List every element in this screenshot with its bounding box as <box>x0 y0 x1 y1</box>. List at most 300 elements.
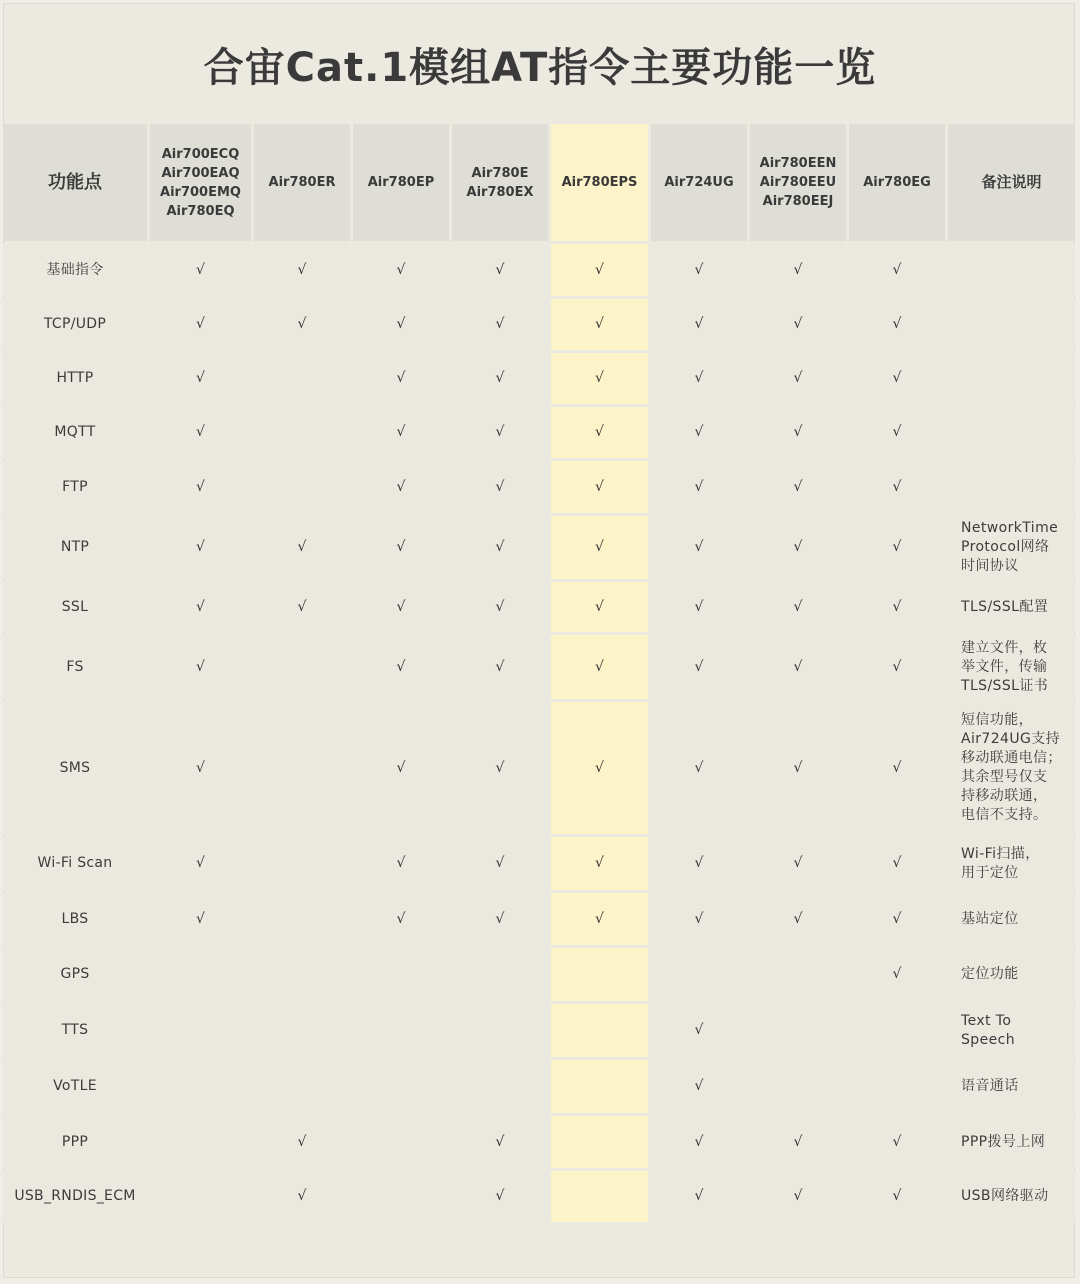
check-mark: √ <box>892 539 902 555</box>
header-model-3 <box>452 124 548 241</box>
check-mark: √ <box>196 855 205 871</box>
support-cell <box>150 1004 251 1057</box>
support-cell <box>353 353 449 404</box>
check-mark: √ <box>793 478 803 495</box>
support-cell <box>849 948 945 1001</box>
check-mark: √ <box>694 539 704 555</box>
feature-label: SSL <box>3 582 147 632</box>
note-line: 电信不支持。 <box>961 807 1048 823</box>
support-cell <box>750 1060 846 1113</box>
support-cell <box>849 244 945 296</box>
feature-label: 基础指令 <box>3 244 147 296</box>
support-cell <box>254 582 350 632</box>
note-cell <box>948 516 1075 579</box>
check-mark: √ <box>595 316 604 332</box>
check-mark: √ <box>892 478 902 495</box>
check-mark: √ <box>495 910 505 927</box>
note-cell <box>948 244 1075 296</box>
check-mark: √ <box>396 658 406 675</box>
support-cell <box>150 1171 251 1222</box>
support-cell <box>452 461 548 513</box>
support-cell <box>452 635 548 699</box>
support-cell <box>750 461 846 513</box>
check-mark: √ <box>396 478 406 495</box>
support-cell <box>551 461 648 513</box>
note-cell <box>948 837 1075 890</box>
model-name: Air700EAQ <box>161 165 240 181</box>
support-cell <box>849 702 945 834</box>
check-mark: √ <box>396 539 406 555</box>
support-cell <box>150 582 251 632</box>
model-name: Air724UG <box>664 175 734 190</box>
check-mark: √ <box>892 910 902 927</box>
support-cell <box>651 582 747 632</box>
support-cell <box>750 582 846 632</box>
check-mark: √ <box>297 1133 307 1150</box>
check-mark: √ <box>694 1133 704 1150</box>
check-mark: √ <box>694 759 704 776</box>
check-mark: √ <box>595 539 604 555</box>
note-line: Air724UG支持 <box>961 731 1061 747</box>
check-mark: √ <box>793 539 803 555</box>
support-cell <box>551 582 648 632</box>
check-mark: √ <box>396 370 406 386</box>
note-line: 短信功能， <box>961 712 1033 728</box>
support-cell <box>651 1171 747 1222</box>
support-cell <box>150 635 251 699</box>
check-mark: √ <box>495 1133 505 1150</box>
check-mark: √ <box>196 759 205 776</box>
support-cell <box>551 948 648 1001</box>
support-cell <box>551 1060 648 1113</box>
feature-label: TCP/UDP <box>3 299 147 350</box>
check-mark: √ <box>793 261 803 278</box>
support-cell <box>353 582 449 632</box>
feature-label: NTP <box>3 516 147 579</box>
support-cell <box>651 407 747 458</box>
feature-label: LBS <box>3 893 147 945</box>
support-cell <box>254 635 350 699</box>
support-cell <box>551 1004 648 1057</box>
support-cell <box>452 1116 548 1168</box>
check-mark: √ <box>196 424 205 440</box>
support-cell <box>353 407 449 458</box>
support-cell <box>849 461 945 513</box>
support-cell <box>651 702 747 834</box>
support-cell <box>750 407 846 458</box>
support-cell <box>254 407 350 458</box>
feature-label: SMS <box>3 702 147 834</box>
note-cell <box>948 635 1075 699</box>
support-cell <box>651 299 747 350</box>
feature-label: TTS <box>3 1004 147 1057</box>
model-name: Air780ER <box>268 175 336 190</box>
support-cell <box>452 244 548 296</box>
support-cell <box>150 1060 251 1113</box>
check-mark: √ <box>196 658 205 675</box>
support-cell <box>353 635 449 699</box>
support-cell <box>353 702 449 834</box>
support-cell <box>750 1116 846 1168</box>
support-cell <box>551 299 648 350</box>
header-feature-label: 功能点 <box>48 172 102 193</box>
support-cell <box>551 1171 648 1222</box>
support-cell <box>849 407 945 458</box>
support-cell <box>254 353 350 404</box>
note-cell <box>948 299 1075 350</box>
feature-label: PPP <box>3 1116 147 1168</box>
support-cell <box>452 407 548 458</box>
note-cell <box>948 461 1075 513</box>
check-mark: √ <box>495 370 505 386</box>
check-mark: √ <box>495 539 505 555</box>
support-cell <box>849 893 945 945</box>
support-cell <box>254 837 350 890</box>
note-line: Protocol网络 <box>961 539 1050 555</box>
check-mark: √ <box>694 261 704 278</box>
check-mark: √ <box>595 658 604 675</box>
note-line: Wi-Fi扫描， <box>961 845 1040 862</box>
support-cell <box>353 461 449 513</box>
feature-label: HTTP <box>3 353 147 404</box>
support-cell <box>452 1060 548 1113</box>
support-cell <box>551 407 648 458</box>
support-cell <box>651 893 747 945</box>
support-cell <box>750 516 846 579</box>
support-cell <box>150 837 251 890</box>
model-name: Air700ECQ <box>161 146 240 162</box>
support-cell <box>254 1116 350 1168</box>
support-cell <box>452 948 548 1001</box>
check-mark: √ <box>892 966 902 982</box>
note-line: NetworkTime <box>961 520 1059 536</box>
check-mark: √ <box>892 316 902 332</box>
support-cell <box>551 353 648 404</box>
check-mark: √ <box>595 478 604 495</box>
support-cell <box>254 244 350 296</box>
note-line: 建立文件，枚 <box>961 639 1048 656</box>
support-cell <box>150 702 251 834</box>
support-cell <box>750 635 846 699</box>
support-cell <box>651 461 747 513</box>
check-mark: √ <box>297 1188 307 1204</box>
check-mark: √ <box>297 598 307 615</box>
support-cell <box>750 244 846 296</box>
header-note-label: 备注说明 <box>981 173 1042 191</box>
support-cell <box>750 1004 846 1057</box>
check-mark: √ <box>694 478 704 495</box>
note-cell <box>948 1060 1075 1113</box>
support-cell <box>254 516 350 579</box>
support-cell <box>254 893 350 945</box>
check-mark: √ <box>793 598 803 615</box>
check-mark: √ <box>495 855 505 871</box>
header-model-6 <box>750 124 846 241</box>
check-mark: √ <box>892 424 902 440</box>
note-line: Text To <box>961 1012 1012 1029</box>
note-cell <box>948 893 1075 945</box>
check-mark: √ <box>892 261 902 278</box>
check-mark: √ <box>396 855 406 871</box>
check-mark: √ <box>495 261 505 278</box>
support-cell <box>150 244 251 296</box>
support-cell <box>651 635 747 699</box>
support-cell <box>150 353 251 404</box>
model-name: Air780EEJ <box>762 194 834 209</box>
support-cell <box>353 1060 449 1113</box>
support-cell <box>353 837 449 890</box>
support-cell <box>849 516 945 579</box>
support-cell <box>849 635 945 699</box>
model-name: Air780EEU <box>759 175 837 190</box>
header-model-2 <box>353 124 449 241</box>
check-mark: √ <box>892 598 902 615</box>
model-name: Air780EEN <box>759 156 837 171</box>
check-mark: √ <box>793 759 803 776</box>
support-cell <box>849 1004 945 1057</box>
check-mark: √ <box>793 424 803 440</box>
page-title: 合宙Cat.1模组AT指令主要功能一览 <box>203 45 877 91</box>
check-mark: √ <box>196 598 205 615</box>
check-mark: √ <box>694 1078 704 1094</box>
check-mark: √ <box>595 424 604 440</box>
support-cell <box>353 244 449 296</box>
check-mark: √ <box>793 910 803 927</box>
feature-label: FS <box>3 635 147 699</box>
note-cell <box>948 1171 1075 1222</box>
check-mark: √ <box>595 598 604 615</box>
note-line: 基站定位 <box>961 910 1019 927</box>
note-cell <box>948 353 1075 404</box>
check-mark: √ <box>196 261 205 278</box>
check-mark: √ <box>396 424 406 440</box>
support-cell <box>254 1004 350 1057</box>
header-feature <box>3 124 147 241</box>
support-cell <box>651 837 747 890</box>
support-cell <box>452 837 548 890</box>
support-cell <box>452 353 548 404</box>
note-line: 移动联通电信； <box>961 750 1062 766</box>
check-mark: √ <box>396 759 406 776</box>
note-line: PPP拨号上网 <box>961 1133 1046 1150</box>
note-line: 其余型号仅支 <box>961 769 1048 785</box>
support-cell <box>551 837 648 890</box>
support-cell <box>254 948 350 1001</box>
check-mark: √ <box>694 316 704 332</box>
support-cell <box>849 299 945 350</box>
support-cell <box>452 893 548 945</box>
check-mark: √ <box>694 370 704 386</box>
support-cell <box>452 702 548 834</box>
feature-label: USB_RNDIS_ECM <box>3 1171 147 1222</box>
note-line: 语音通话 <box>961 1078 1019 1094</box>
header-model-0 <box>150 124 251 241</box>
support-cell <box>353 1116 449 1168</box>
support-cell <box>849 1060 945 1113</box>
check-mark: √ <box>495 1188 505 1204</box>
feature-label: VoTLE <box>3 1060 147 1113</box>
model-name: Air780EQ <box>166 203 235 219</box>
check-mark: √ <box>793 658 803 675</box>
check-mark: √ <box>396 910 406 927</box>
check-mark: √ <box>694 855 704 871</box>
check-mark: √ <box>595 855 604 871</box>
check-mark: √ <box>297 261 307 278</box>
check-mark: √ <box>694 910 704 927</box>
support-cell <box>849 582 945 632</box>
support-cell <box>551 244 648 296</box>
support-cell <box>750 1171 846 1222</box>
check-mark: √ <box>793 370 803 386</box>
check-mark: √ <box>793 1188 803 1204</box>
check-mark: √ <box>396 261 406 278</box>
check-mark: √ <box>694 598 704 615</box>
check-mark: √ <box>892 658 902 675</box>
model-name: Air780EPS <box>561 175 638 190</box>
check-mark: √ <box>892 1188 902 1204</box>
check-mark: √ <box>694 424 704 440</box>
support-cell <box>254 702 350 834</box>
check-mark: √ <box>793 1133 803 1150</box>
check-mark: √ <box>495 658 505 675</box>
check-mark: √ <box>694 1022 704 1038</box>
support-cell <box>353 1171 449 1222</box>
check-mark: √ <box>892 1133 902 1150</box>
note-cell <box>948 407 1075 458</box>
note-cell <box>948 582 1075 632</box>
note-cell <box>948 948 1075 1001</box>
check-mark: √ <box>495 598 505 615</box>
support-cell <box>150 461 251 513</box>
note-line: 持移动联通， <box>961 788 1048 804</box>
support-cell <box>551 635 648 699</box>
check-mark: √ <box>793 316 803 332</box>
support-cell <box>551 893 648 945</box>
support-cell <box>651 1116 747 1168</box>
check-mark: √ <box>495 759 505 776</box>
support-cell <box>651 1004 747 1057</box>
check-mark: √ <box>297 539 307 555</box>
check-mark: √ <box>196 316 205 332</box>
check-mark: √ <box>196 539 205 555</box>
support-cell <box>750 353 846 404</box>
support-cell <box>849 1171 945 1222</box>
model-name: Air700EMQ <box>160 184 241 200</box>
check-mark: √ <box>595 759 604 776</box>
model-name: Air780EP <box>367 175 435 190</box>
support-cell <box>150 407 251 458</box>
header-model-7 <box>849 124 945 241</box>
note-line: Speech <box>961 1031 1015 1048</box>
model-name: Air780EG <box>863 175 931 190</box>
support-cell <box>551 702 648 834</box>
model-name: Air780EX <box>466 184 534 200</box>
support-cell <box>353 893 449 945</box>
support-cell <box>849 353 945 404</box>
feature-label: MQTT <box>3 407 147 458</box>
feature-label: Wi-Fi Scan <box>3 837 147 890</box>
check-mark: √ <box>793 855 803 871</box>
support-cell <box>651 1060 747 1113</box>
check-mark: √ <box>396 598 406 615</box>
check-mark: √ <box>196 478 205 495</box>
support-cell <box>150 516 251 579</box>
check-mark: √ <box>892 759 902 776</box>
support-cell <box>452 299 548 350</box>
check-mark: √ <box>595 261 604 278</box>
check-mark: √ <box>196 910 205 927</box>
support-cell <box>254 299 350 350</box>
note-line: TLS/SSL配置 <box>961 598 1049 615</box>
check-mark: √ <box>694 1188 704 1204</box>
check-mark: √ <box>892 370 902 386</box>
note-cell <box>948 1116 1075 1168</box>
support-cell <box>452 516 548 579</box>
support-cell <box>452 1004 548 1057</box>
header-note <box>948 124 1075 241</box>
support-cell <box>551 516 648 579</box>
note-line: USB网络驱动 <box>961 1188 1049 1204</box>
support-cell <box>353 299 449 350</box>
support-cell <box>849 1116 945 1168</box>
check-mark: √ <box>297 316 307 332</box>
feature-label: GPS <box>3 948 147 1001</box>
support-cell <box>353 1004 449 1057</box>
support-cell <box>750 893 846 945</box>
support-cell <box>750 948 846 1001</box>
model-name: Air780E <box>471 165 529 181</box>
support-cell <box>651 353 747 404</box>
support-cell <box>254 461 350 513</box>
check-mark: √ <box>196 370 205 386</box>
header-model-1 <box>254 124 350 241</box>
note-cell <box>948 702 1075 834</box>
check-mark: √ <box>694 658 704 675</box>
support-cell <box>150 299 251 350</box>
note-line: 时间协议 <box>961 558 1019 574</box>
support-cell <box>452 1171 548 1222</box>
support-cell <box>651 948 747 1001</box>
check-mark: √ <box>495 316 505 332</box>
support-cell <box>750 837 846 890</box>
note-cell <box>948 1004 1075 1057</box>
support-cell <box>849 837 945 890</box>
feature-label: FTP <box>3 461 147 513</box>
support-cell <box>551 1116 648 1168</box>
header-model-5 <box>651 124 747 241</box>
check-mark: √ <box>892 855 902 871</box>
support-cell <box>651 516 747 579</box>
check-mark: √ <box>495 424 505 440</box>
note-line: TLS/SSL证书 <box>961 677 1049 694</box>
support-cell <box>452 582 548 632</box>
support-cell <box>254 1060 350 1113</box>
check-mark: √ <box>396 316 406 332</box>
support-cell <box>750 299 846 350</box>
support-cell <box>353 948 449 1001</box>
check-mark: √ <box>595 370 604 386</box>
support-cell <box>150 1116 251 1168</box>
support-cell <box>150 893 251 945</box>
support-cell <box>254 1171 350 1222</box>
support-cell <box>651 244 747 296</box>
support-cell <box>750 702 846 834</box>
check-mark: √ <box>495 478 505 495</box>
note-line: 定位功能 <box>961 966 1019 982</box>
check-mark: √ <box>595 910 604 927</box>
note-line: 用于定位 <box>961 864 1019 881</box>
support-cell <box>353 516 449 579</box>
